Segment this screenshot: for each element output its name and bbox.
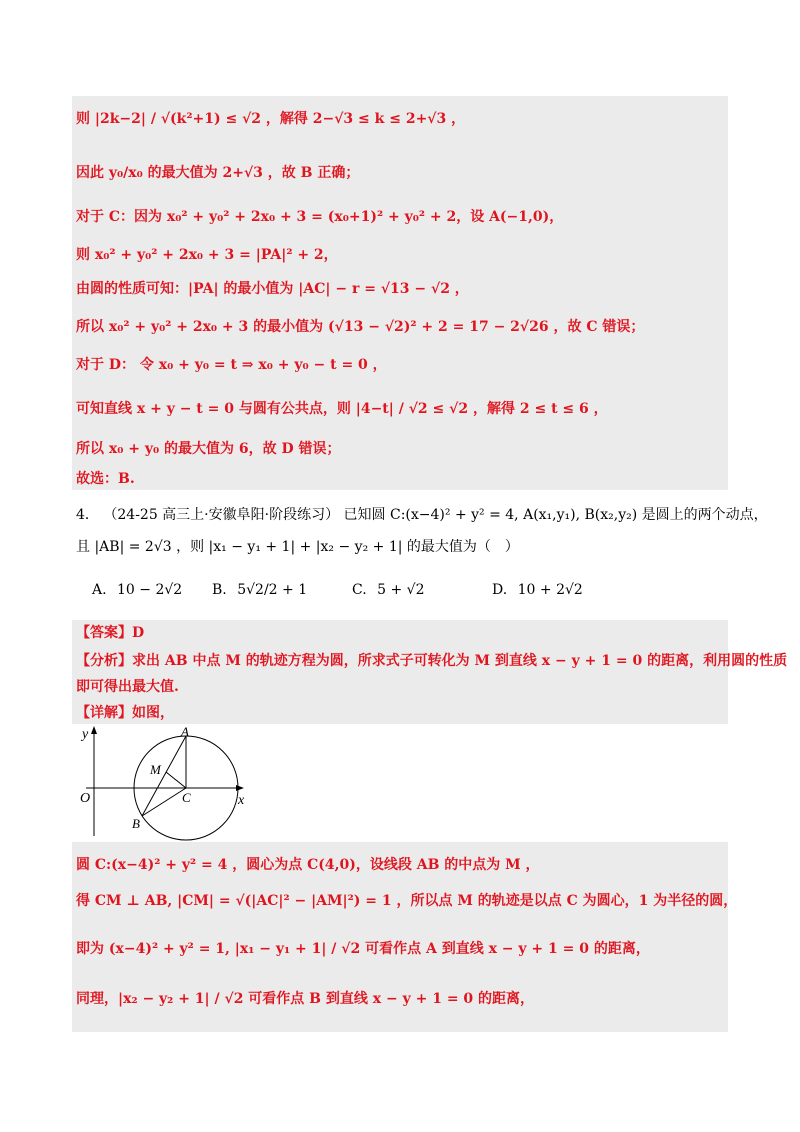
solution-line: 故选：B. [76,471,135,487]
solution-line: 所以 x₀² + y₀² + 2x₀ + 3 的最小值为 (√13 − √2)² + 2 = 17 − 2√26 ，故 C 错误； [76,319,645,335]
analysis-line-1 [76,652,787,670]
option-value: 10 − 2√2 [117,582,183,598]
option-value: 5 + √2 [377,582,425,598]
option-label: C. [352,582,367,598]
solution-line: 所以 x₀ + y₀ 的最大值为 6，故 D 错误； [76,441,341,457]
option-b [212,582,307,598]
option-c [352,582,425,598]
solution-line: 因此 y₀/x₀ 的最大值为 2+√3 ，故 B 正确； [76,165,360,181]
solution-line: 得 CM ⊥ AB, |CM| = √(|AC|² − |AM|²) = 1 ，所以点 M 的轨迹是以点 C 为圆心，1 为半径的圆， [76,893,738,909]
analysis-text: 求出 AB 中点 M 的轨迹方程为圆，所求式子可转化为 M 到直线 x − y + 1 = 0 的距离，利用圆的性质 [132,653,788,669]
segment-bc [142,788,186,816]
detail-tag: 【详解】 [76,705,132,721]
label-c: C [182,790,191,805]
solution-line: 由圆的性质可知：|PA| 的最小值为 |AC| − r = √13 − √2 ， [76,281,469,297]
solution-line: 对于 D： 令 x₀ + y₀ = t ⇒ x₀ + y₀ − t = 0 ， [76,357,387,373]
detail-line [76,704,174,722]
option-a [92,582,182,598]
answer-line [76,624,144,642]
label-m: M [150,762,161,777]
question-number: 4． [76,507,99,523]
solution-line: 对于 C：因为 x₀² + y₀² + 2x₀ + 3 = (x₀+1)² + y₀² + 2，设 A(−1,0)， [76,209,564,225]
question-text: 已知圆 C:(x−4)² + y² = 4, A(x₁,y₁), B(x₂,y₂) 是圆上的两个动点， [343,507,768,523]
question-line-2: 且 |AB| = 2√3 ，则 |x₁ − y₁ + 1| + |x₂ − y₂ + 1| 的最大值为（ ） [76,539,519,555]
x-axis-arrow-icon [236,785,244,791]
label-o: O [80,791,91,806]
geometry-figure [72,724,252,842]
solution-line: 可知直线 x + y − t = 0 与圆有公共点，则 |4−t| / √2 ≤ √2 ，解得 2 ≤ t ≤ 6 ， [76,401,608,417]
solution-line: 即为 (x−4)² + y² = 1, |x₁ − y₁ + 1| / √2 可看作点 A 到直线 x − y + 1 = 0 的距离， [76,941,650,957]
option-d [492,582,583,598]
solution-line: 圆 C:(x−4)² + y² = 4 ，圆心为点 C(4,0)，设线段 AB 的中点为 M ， [76,857,540,873]
option-label: B. [212,582,227,598]
solution-line: 则 x₀² + y₀² + 2x₀ + 3 = |PA|² + 2， [76,247,338,263]
analysis-tag: 【分析】 [76,653,132,669]
label-b: B [132,816,140,831]
segment-mc [166,772,186,788]
segment-ab [142,736,186,816]
y-axis-arrow-icon [91,726,97,734]
analysis-line-2: 即可得出最大值. [76,679,179,695]
label-a: A [181,724,189,739]
answer-tag: 【答案】 [76,625,132,641]
question-line-1 [76,506,768,524]
option-value: 5√2/2 + 1 [237,582,308,598]
option-label: D. [492,582,508,598]
label-x: x [238,793,245,808]
option-label: A. [92,582,107,598]
detail-text: 如图， [132,705,174,721]
answer-value: D [132,625,145,641]
option-value: 10 + 2√2 [517,582,583,598]
question-source: （24-25 高三上·安徽阜阳·阶段练习） [103,507,340,523]
solution-line: 同理，|x₂ − y₂ + 1| / √2 可看作点 B 到直线 x − y + 1 = 0 的距离， [76,991,535,1007]
solution-line: 则 |2k−2| / √(k²+1) ≤ √2 ，解得 2−√3 ≤ k ≤ 2+√3 ， [76,111,466,127]
label-y: y [82,727,89,742]
